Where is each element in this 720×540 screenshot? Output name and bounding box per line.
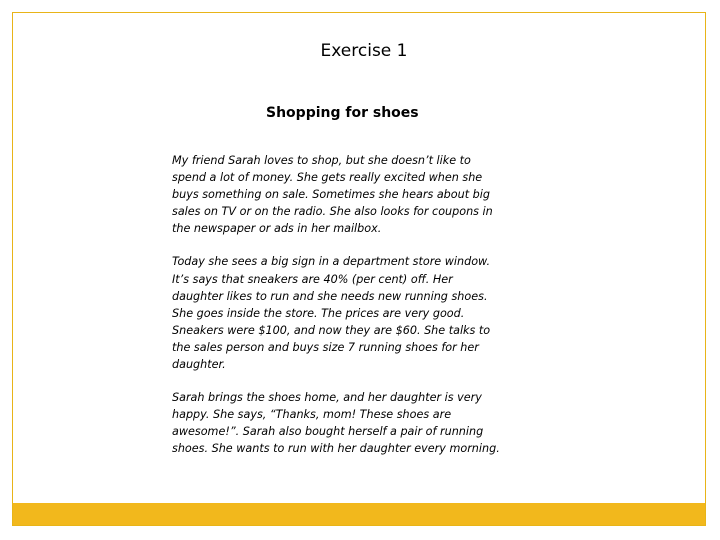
text-line: daughter likes to run and she needs new running shoes.	[172, 289, 488, 303]
story-text	[172, 152, 524, 474]
text-line: She goes inside the store. The prices are very good.	[172, 306, 465, 320]
text-line: sales on TV or on the radio. She also looks for coupons in	[172, 205, 493, 219]
text-line: happy. She says, “Thanks, mom! These shoes are	[172, 408, 452, 422]
paragraph-3	[172, 389, 524, 457]
text-line: Sarah brings the shoes home, and her daughter is very	[172, 391, 482, 405]
footer-accent-bar	[13, 503, 705, 525]
paragraph-2	[172, 253, 524, 373]
text-line: Today she sees a big sign in a department store window.	[172, 255, 491, 269]
paragraph-1	[172, 152, 524, 237]
slide-title: Exercise 1	[320, 41, 408, 61]
text-line: daughter.	[172, 358, 226, 372]
text-line: the sales person and buys size 7 running shoes for her	[172, 340, 479, 354]
text-line: the newspaper or ads in her mailbox.	[172, 222, 382, 236]
text-line: shoes. She wants to run with her daughter every morning.	[172, 442, 500, 456]
text-line: spend a lot of money. She gets really excited when she	[172, 171, 483, 185]
text-line: My friend Sarah loves to shop, but she doesn’t like to	[172, 154, 471, 167]
text-line: Sneakers were $100, and now they are $60. She talks to	[172, 323, 491, 337]
story-heading: Shopping for shoes	[266, 105, 419, 121]
text-line: awesome!”. Sarah also bought herself a pair of running	[172, 425, 484, 439]
text-line: buys something on sale. Sometimes she hears about big	[172, 188, 490, 202]
text-line: It’s says that sneakers are 40% (per cent) off. Her	[172, 272, 453, 286]
